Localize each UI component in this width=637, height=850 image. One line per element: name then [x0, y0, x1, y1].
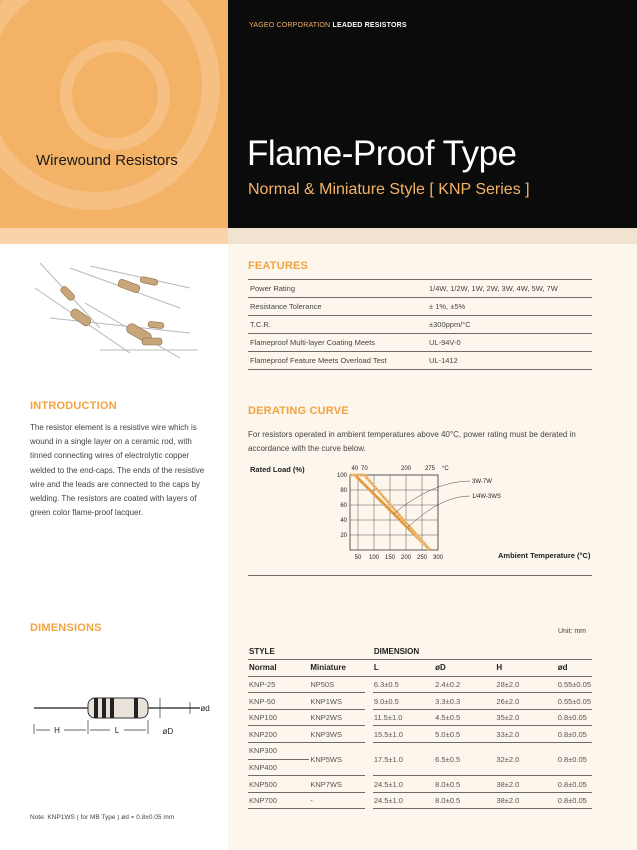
- page-subtitle: Normal & Miniature Style [ KNP Series ]: [248, 181, 530, 198]
- cell-normal: KNP300: [248, 743, 309, 760]
- cell-l: 11.5±1.0: [373, 709, 434, 726]
- chart-top-tick-label: 70: [361, 466, 368, 472]
- dimension-group-header: DIMENSION: [373, 643, 592, 660]
- dimension-d-label: øD: [162, 727, 174, 736]
- introduction-text: The resistor element is a resistive wire which is wound in a single layer on a ceramic rod, with tinned connecting wires of electrolytic copper welded to the end-caps. The ends of the resistive wire and the leads are connected to the caps by welding. The resistors are coated with layers of green color flame-proof lacquer.: [30, 423, 205, 518]
- cell-normal: KNP-25: [248, 676, 309, 693]
- dimension-lead-label: ød: [200, 704, 210, 713]
- cell-h: 38±2.0: [495, 792, 556, 809]
- cell-l: 9.0±0.5: [373, 693, 434, 710]
- cell-lead: 0.8±0.05: [557, 776, 592, 793]
- table-row: [248, 776, 592, 793]
- cell-d: 2.4±0.2: [434, 676, 495, 693]
- cell-h: 33±2.0: [495, 726, 556, 743]
- chart-y-tick-label: 40: [340, 518, 347, 524]
- column-header: Normal: [248, 660, 309, 677]
- dimensions-note: Note: KNP1WS ( for MB Type ) ød = 0.8±0.05 mm: [30, 814, 175, 821]
- chart-x-tick-label: 150: [384, 555, 396, 561]
- chart-top-tick-label: 275: [424, 466, 436, 472]
- unit-label: Unit: mm: [558, 628, 586, 635]
- features-heading: FEATURES: [248, 260, 309, 272]
- table-row: [248, 334, 592, 352]
- chart-y-tick-label: 100: [336, 473, 347, 479]
- feature-label: Flameproof Multi-layer Coating Meets: [248, 334, 423, 352]
- cell-normal: KNP200: [248, 726, 309, 743]
- feature-label: Resistance Tolerance: [248, 298, 423, 316]
- chart-top-tick-label: 40: [351, 466, 359, 472]
- table-row: [248, 298, 592, 316]
- cell-l: 6.3±0.5: [373, 676, 434, 693]
- company-name: YAGEO CORPORATION: [249, 22, 331, 29]
- cell-miniature: KNP7WS: [309, 776, 365, 793]
- feature-label: Power Rating: [248, 280, 423, 298]
- table-row: [248, 792, 592, 809]
- breadcrumb: [249, 22, 407, 29]
- cell-h: 32±2.0: [495, 743, 556, 776]
- feature-value: ±300ppm/°C: [423, 316, 592, 334]
- cell-miniature: -: [309, 792, 365, 809]
- chart-top-tick-label: 200: [400, 466, 412, 472]
- chart-y-tick-label: 20: [340, 533, 347, 539]
- cell-l: 15.5±1.0: [373, 726, 434, 743]
- cell-d: 8.0±0.5: [434, 776, 495, 793]
- cell-miniature: KNP1WS: [309, 693, 365, 710]
- cell-lead: 0.8±0.05: [557, 792, 592, 809]
- cell-h: 38±2.0: [495, 776, 556, 793]
- chart-y-tick-label: 80: [340, 488, 347, 494]
- dimension-drawing: [30, 688, 220, 748]
- cell-lead: 0.8±0.05: [557, 709, 592, 726]
- chart-x-tick-label: 250: [416, 555, 428, 561]
- section-label: Wirewound Resistors: [36, 152, 178, 169]
- header-accent-panel: [0, 0, 228, 228]
- dimension-l-label: L: [114, 726, 120, 735]
- cell-lead: 0.55±0.05: [557, 676, 592, 693]
- cell-normal: KNP400: [248, 759, 309, 776]
- cell-l: 24.5±1.0: [373, 776, 434, 793]
- cell-miniature: KNP3WS: [309, 726, 365, 743]
- table-row: [248, 693, 592, 710]
- features-table: [248, 279, 592, 370]
- table-row: [248, 726, 592, 743]
- chart-x-tick-label: 100: [368, 555, 380, 561]
- chart-ylabel: Rated Load (%): [250, 465, 305, 474]
- table-row: [248, 709, 592, 726]
- table-row: [248, 316, 592, 334]
- dimension-h-label: H: [54, 726, 60, 735]
- cell-miniature: NP50S: [309, 676, 365, 693]
- chart-xlabel: Ambient Temperature (°C): [498, 551, 591, 560]
- feature-value: ± 1%, ±5%: [423, 298, 592, 316]
- divider: [248, 575, 592, 576]
- cell-miniature: KNP2WS: [309, 709, 365, 726]
- page-title: Flame-Proof Type: [247, 134, 517, 173]
- cell-normal: KNP700: [248, 792, 309, 809]
- chart-legend-label: 3W-7W: [472, 479, 492, 485]
- style-group-header: STYLE: [248, 643, 365, 660]
- feature-label: Flameproof Feature Meets Overload Test: [248, 352, 423, 370]
- column-header: H: [495, 660, 556, 677]
- dimensions-heading: DIMENSIONS: [30, 622, 102, 634]
- chart-top-unit-label: °C: [442, 466, 449, 472]
- dimensions-table: [248, 643, 592, 809]
- cell-d: 5.0±0.5: [434, 726, 495, 743]
- cell-h: 35±2.0: [495, 709, 556, 726]
- chart-legend-label: 1/4W-3WS: [472, 494, 501, 500]
- feature-value: UL-94V-0: [423, 334, 592, 352]
- cell-d: 6.5±0.5: [434, 743, 495, 776]
- cell-lead: 0.8±0.05: [557, 726, 592, 743]
- decorative-ring: [60, 40, 170, 150]
- cell-normal: KNP500: [248, 776, 309, 793]
- introduction-heading: INTRODUCTION: [30, 400, 117, 412]
- table-row: [248, 352, 592, 370]
- cell-d: 4.5±0.5: [434, 709, 495, 726]
- resistors-photo: [30, 258, 200, 370]
- derating-heading: DERATING CURVE: [248, 405, 349, 417]
- header-strip-right: [228, 228, 637, 244]
- table-row: [248, 676, 592, 693]
- cell-l: 17.5±1.0: [373, 743, 434, 776]
- derating-text: For resistors operated in ambient temperatures above 40°C, power rating must be derated in accordance with the curve below.: [248, 430, 576, 453]
- cell-miniature: KNP5WS: [309, 743, 365, 776]
- cell-d: 8.0±0.5: [434, 792, 495, 809]
- chart-x-tick-label: 300: [432, 555, 444, 561]
- derating-chart: [248, 460, 598, 580]
- table-header-group: [248, 643, 592, 660]
- category-name: LEADED RESISTORS: [332, 22, 407, 29]
- feature-label: T.C.R.: [248, 316, 423, 334]
- feature-value: 1/4W, 1/2W, 1W, 2W, 3W, 4W, 5W, 7W: [423, 280, 592, 298]
- table-row: [248, 280, 592, 298]
- cell-normal: KNP100: [248, 709, 309, 726]
- chart-x-tick-label: 50: [354, 555, 362, 561]
- column-header: L: [373, 660, 434, 677]
- chart-y-tick-label: 60: [340, 503, 347, 509]
- cell-h: 28±2.0: [495, 676, 556, 693]
- cell-h: 26±2.0: [495, 693, 556, 710]
- table-row: [248, 743, 592, 760]
- column-header: ød: [557, 660, 592, 677]
- feature-value: UL-1412: [423, 352, 592, 370]
- cell-l: 24.5±1.0: [373, 792, 434, 809]
- chart-x-tick-label: 200: [400, 555, 412, 561]
- cell-lead: 0.55±0.05: [557, 693, 592, 710]
- cell-lead: 0.8±0.05: [557, 743, 592, 776]
- cell-d: 3.3±0.3: [434, 693, 495, 710]
- column-header: øD: [434, 660, 495, 677]
- column-header: Miniature: [309, 660, 365, 677]
- table-header: [248, 660, 592, 677]
- cell-normal: KNP-50: [248, 693, 309, 710]
